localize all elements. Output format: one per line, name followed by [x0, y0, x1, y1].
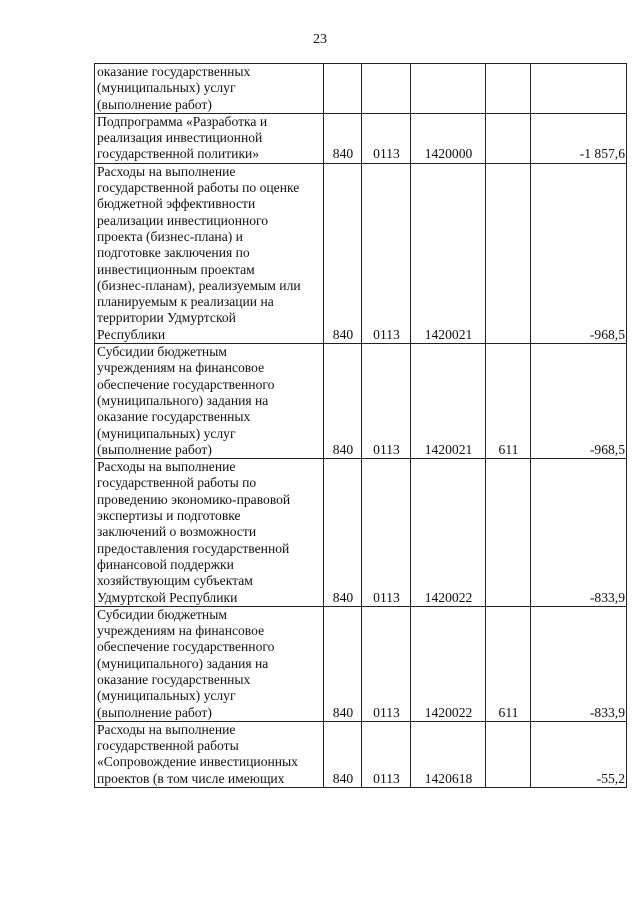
target-article-cell: 1420618 [411, 721, 486, 787]
expense-type-cell: 611 [486, 606, 531, 721]
sum-cell [531, 64, 627, 114]
sum-cell: -968,5 [531, 344, 627, 459]
row-name-cell: Расходы на выполнение государственной работы по проведению экономико-правовой экспертизы и подготовке заключений о возможности предоставления государственной финансовой поддержки хозяйствующим субъектам Удмуртской Республики [95, 459, 324, 607]
sum-cell: -1 857,6 [531, 113, 627, 163]
table-row [95, 459, 627, 607]
ved-cell: 840 [324, 163, 362, 343]
section-cell: 0113 [362, 163, 411, 343]
ved-cell: 840 [324, 459, 362, 607]
ved-cell [324, 64, 362, 114]
section-cell: 0113 [362, 606, 411, 721]
expense-type-cell [486, 459, 531, 607]
section-cell [362, 64, 411, 114]
ved-cell: 840 [324, 113, 362, 163]
section-cell: 0113 [362, 113, 411, 163]
sum-cell: -55,2 [531, 721, 627, 787]
expense-type-cell: 611 [486, 344, 531, 459]
expense-type-cell [486, 721, 531, 787]
sum-cell: -968,5 [531, 163, 627, 343]
target-article-cell: 1420022 [411, 459, 486, 607]
section-cell: 0113 [362, 459, 411, 607]
row-name-cell: Расходы на выполнение государственной работы «Сопровождение инвестиционных проектов (в том числе имеющих [95, 721, 324, 787]
page-number: 23 [313, 32, 327, 47]
ved-cell: 840 [324, 344, 362, 459]
budget-table [94, 63, 627, 788]
target-article-cell [411, 64, 486, 114]
row-name-cell: Субсидии бюджетным учреждениям на финансовое обеспечение государственного (муниципального) задания на оказание государственных (муниципальных) услуг (выполнение работ) [95, 344, 324, 459]
table-row [95, 344, 627, 459]
section-cell: 0113 [362, 344, 411, 459]
table-row [95, 64, 627, 114]
table-row [95, 721, 627, 787]
row-name-cell: оказание государственных (муниципальных) услуг (выполнение работ) [95, 64, 324, 114]
row-name-cell: Подпрограмма «Разработка и реализация инвестиционной государственной политики» [95, 113, 324, 163]
table-row [95, 113, 627, 163]
row-name-cell: Расходы на выполнение государственной работы по оценке бюджетной эффективности реализации инвестиционного проекта (бизнес-плана) и подготовке заключения по инвестиционным проектам (бизнес-планам), реализуемым или планируемым к реализации на территории Удмуртской Республики [95, 163, 324, 343]
ved-cell: 840 [324, 721, 362, 787]
target-article-cell: 1420000 [411, 113, 486, 163]
target-article-cell: 1420021 [411, 344, 486, 459]
table-row [95, 606, 627, 721]
sum-cell: -833,9 [531, 606, 627, 721]
expense-type-cell [486, 113, 531, 163]
table-row [95, 163, 627, 343]
target-article-cell: 1420022 [411, 606, 486, 721]
section-cell: 0113 [362, 721, 411, 787]
sum-cell: -833,9 [531, 459, 627, 607]
row-name-cell: Субсидии бюджетным учреждениям на финансовое обеспечение государственного (муниципального) задания на оказание государственных (муниципальных) услуг (выполнение работ) [95, 606, 324, 721]
expense-type-cell [486, 163, 531, 343]
expense-type-cell [486, 64, 531, 114]
target-article-cell: 1420021 [411, 163, 486, 343]
ved-cell: 840 [324, 606, 362, 721]
